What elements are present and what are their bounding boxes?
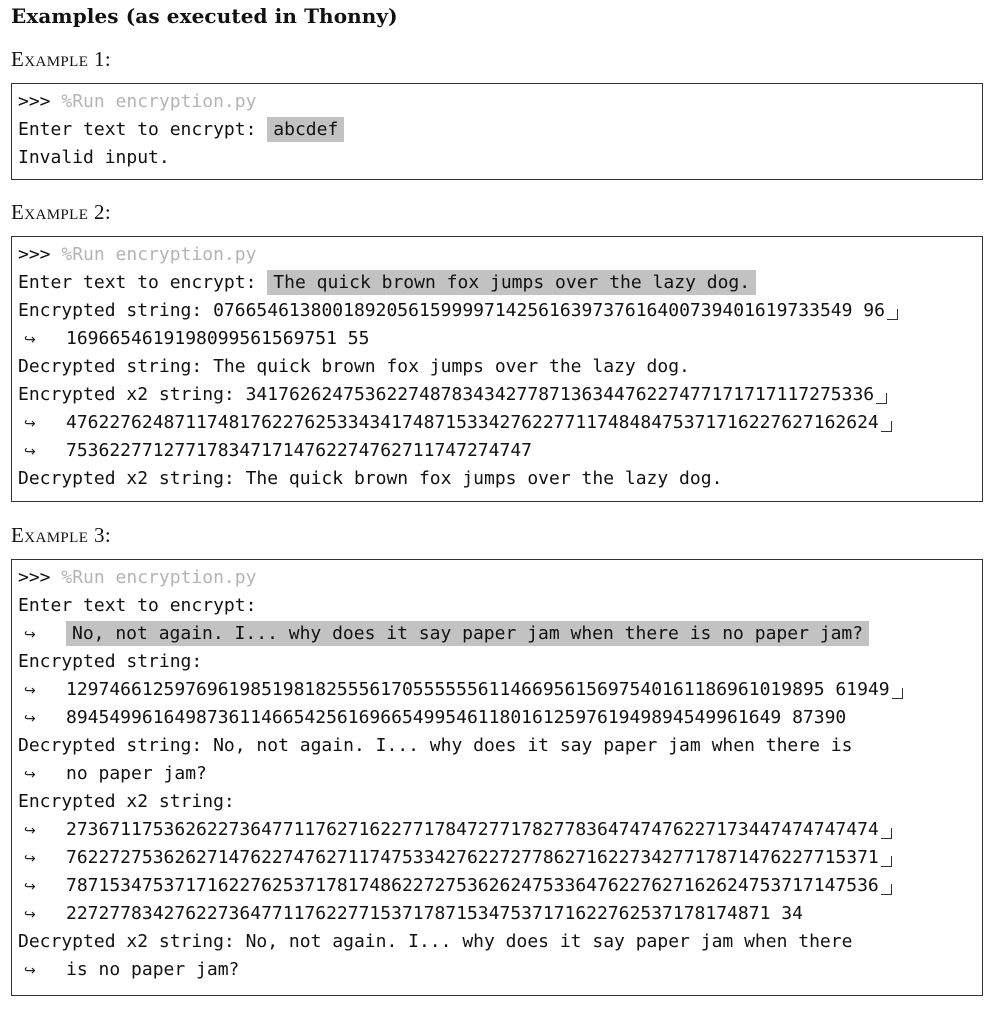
- continuation-line: [18, 816, 982, 844]
- continuation-line: [18, 676, 982, 704]
- encrypted-x2-value: 273671175362622736477117627162277178472771782778364747476227173447474747474: [66, 819, 879, 840]
- example-3-console: [11, 559, 983, 996]
- run-command: %Run encryption.py: [61, 91, 257, 112]
- encrypted-x2-value-cont: 787153475371716227625371781748622727536262475336476227627162624753717147536: [66, 875, 879, 896]
- decrypted-x2-line: Decrypted x2 string: No, not again. I... why does it say paper jam when there: [18, 931, 853, 952]
- continuation-arrow-icon: ↪: [24, 879, 36, 895]
- encrypted-value-cont: 894549961649873611466542561696654995461180161259761949894549961649 87390: [66, 707, 847, 728]
- continuation-arrow-icon: ↪: [24, 851, 36, 867]
- input-line: [18, 269, 982, 297]
- continuation-arrow-icon: ↪: [24, 332, 36, 348]
- prompt: >>>: [18, 567, 51, 588]
- example-1-heading: Example 1:: [11, 47, 112, 71]
- decrypted-x2-value-cont: is no paper jam?: [66, 959, 240, 980]
- example-2-heading: Example 2:: [11, 200, 112, 224]
- command-line: [18, 564, 982, 592]
- input-line: [18, 116, 982, 144]
- line-wrap-icon: [887, 309, 898, 320]
- continuation-line: [18, 956, 982, 984]
- continuation-line: [18, 437, 982, 465]
- continuation-arrow-icon: ↪: [24, 767, 36, 783]
- continuation-arrow-icon: ↪: [24, 444, 36, 460]
- line-wrap-icon: [881, 856, 892, 867]
- decrypted-line: Decrypted string: No, not again. I... why does it say paper jam when there is: [18, 735, 853, 756]
- line-wrap-icon: [881, 421, 892, 432]
- continuation-line: [18, 844, 982, 872]
- decrypted-line: Decrypted string: The quick brown fox jumps over the lazy dog.: [18, 356, 690, 377]
- encrypted-value: 1297466125976961985198182555617055555561146695615697540161186961019895 61949: [66, 679, 890, 700]
- line-wrap-icon: [892, 688, 903, 699]
- continuation-line: [18, 872, 982, 900]
- continuation-arrow-icon: ↪: [24, 683, 36, 699]
- user-input: No, not again. I... why does it say paper jam when there is no paper jam?: [66, 621, 869, 646]
- command-line: [18, 88, 982, 116]
- decrypted-value-cont: no paper jam?: [66, 763, 207, 784]
- prompt: >>>: [18, 244, 51, 265]
- continuation-arrow-icon: ↪: [24, 711, 36, 727]
- continuation-arrow-icon: ↪: [24, 963, 36, 979]
- input-line: [18, 620, 982, 648]
- encrypted-x2-value-cont: 762272753626271476227476271174753342762272778627162273427717871476227715371: [66, 847, 879, 868]
- output-line: Invalid input.: [18, 147, 170, 168]
- encrypted-x2-value: 3417626247536227487834342778713634476227477171717117275336: [245, 384, 875, 405]
- encrypted-x2-label: Encrypted x2 string:: [18, 384, 235, 405]
- input-prompt: Enter text to encrypt:: [18, 119, 257, 140]
- continuation-line: [18, 325, 982, 353]
- encrypted-value-cont: 1696654619198099561569751 55: [66, 328, 370, 349]
- prompt: >>>: [18, 91, 51, 112]
- continuation-arrow-icon: ↪: [24, 907, 36, 923]
- example-1-console: [11, 83, 983, 180]
- continuation-arrow-icon: ↪: [24, 416, 36, 432]
- input-prompt: Enter text to encrypt:: [18, 272, 257, 293]
- user-input: The quick brown fox jumps over the lazy dog.: [267, 270, 756, 295]
- encrypted-value: 07665461380018920561599997142561639737616400739401619733549 96: [213, 300, 885, 321]
- page-title: Examples (as executed in Thonny): [11, 4, 398, 28]
- command-line: [18, 241, 982, 269]
- continuation-line: [18, 900, 982, 928]
- line-wrap-icon: [876, 393, 887, 404]
- input-prompt: Enter text to encrypt:: [18, 595, 257, 616]
- example-3-heading: Example 3:: [11, 523, 112, 547]
- continuation-line: [18, 704, 982, 732]
- encrypted-x2-value-cont: 22727783427622736477117622771537178715347537171622762537178174871 34: [66, 903, 803, 924]
- continuation-arrow-icon: ↪: [24, 823, 36, 839]
- encrypted-x2-value-cont: 476227624871174817622762533434174871533427622771174848475371716227627162624: [66, 412, 879, 433]
- line-wrap-icon: [881, 828, 892, 839]
- continuation-line: [18, 409, 982, 437]
- encrypted-x2-value-cont: 7536227712771783471714762274762711747274747: [66, 440, 532, 461]
- user-input: abcdef: [267, 117, 344, 142]
- encrypted-label: Encrypted string:: [18, 651, 203, 672]
- run-command: %Run encryption.py: [61, 244, 257, 265]
- encrypted-label: Encrypted string:: [18, 300, 203, 321]
- line-wrap-icon: [881, 884, 892, 895]
- encrypted-x2-label: Encrypted x2 string:: [18, 791, 235, 812]
- example-2-console: [11, 236, 983, 502]
- continuation-arrow-icon: ↪: [24, 627, 36, 643]
- run-command: %Run encryption.py: [61, 567, 257, 588]
- encrypted-line: [18, 297, 982, 325]
- continuation-line: [18, 760, 982, 788]
- encrypted-x2-line: [18, 381, 982, 409]
- decrypted-x2-line: Decrypted x2 string: The quick brown fox jumps over the lazy dog.: [18, 468, 723, 489]
